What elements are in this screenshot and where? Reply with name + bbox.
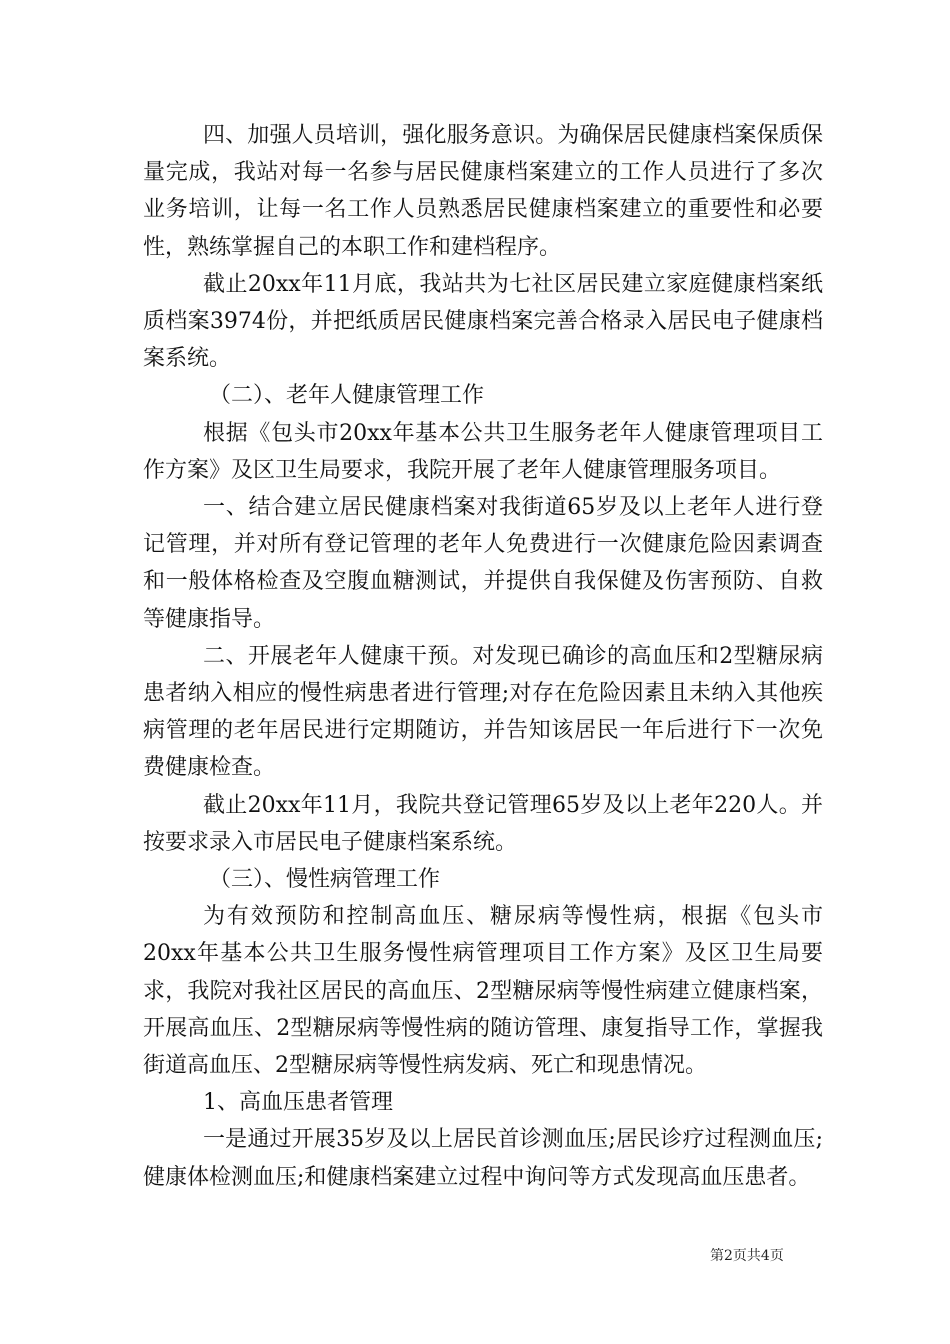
paragraph-archive-count: 截止20xx年11月底，我站共为七社区居民建立家庭健康档案纸质档案3974份，并把纸质居民健康档案完善合格录入居民电子健康档案系统。	[143, 271, 823, 372]
section-heading-chronic: （三）、慢性病管理工作	[209, 867, 441, 893]
paragraph-elderly-intervention: 二、开展老年人健康干预。对发现已确诊的高血压和2型糖尿病患者纳入相应的慢性病患者进行管理;对存在危险因素且未纳入其他疾病管理的老年居民进行定期随访，并告知该居民一年后进行下一次免费健康检查。	[143, 643, 823, 781]
paragraph-elderly-count: 截止20xx年11月，我院共登记管理65岁及以上老年220人。并按要求录入市居民电子健康档案系统。	[143, 792, 823, 855]
paragraph-elderly-plan: 根据《包头市20xx年基本公共卫生服务老年人健康管理项目工作方案》及区卫生局要求，我院开展了老年人健康管理服务项目。	[143, 420, 823, 483]
subheading-hypertension: 1、高血压患者管理	[203, 1090, 393, 1116]
paragraph-elderly-registration: 一、结合建立居民健康档案对我街道65岁及以上老年人进行登记管理，并对所有登记管理的老年人免费进行一次健康危险因素调查和一般体格检查及空腹血糖测试，并提供自我保健及伤害预防、自救等健康指导。	[143, 495, 823, 632]
section-heading-elderly: （二）、老年人健康管理工作	[209, 383, 485, 409]
document-body	[143, 117, 823, 1196]
page-number: 第2页共4页	[710, 1248, 784, 1264]
paragraph-hypertension-detection: 一是通过开展35岁及以上居民首诊测血压;居民诊疗过程测血压;健康体检测血压;和健康档案建立过程中询问等方式发现高血压患者。	[143, 1127, 823, 1190]
paragraph-training: 四、加强人员培训，强化服务意识。为确保居民健康档案保质保量完成，我站对每一名参与居民健康档案建立的工作人员进行了多次业务培训，让每一名工作人员熟悉居民健康档案建立的重要性和必要性，熟练掌握自己的本职工作和建档程序。	[143, 123, 823, 260]
paragraph-chronic-plan: 为有效预防和控制高血压、糖尿病等慢性病，根据《包头市20xx年基本公共卫生服务慢性病管理项目工作方案》及区卫生局要求，我院对我社区居民的高血压、2型糖尿病等慢性病建立健康档案，开展高血压、2型糖尿病等慢性病的随访管理、康复指导工作，掌握我街道高血压、2型糖尿病等慢性病发病、死亡和现患情况。	[143, 904, 823, 1079]
